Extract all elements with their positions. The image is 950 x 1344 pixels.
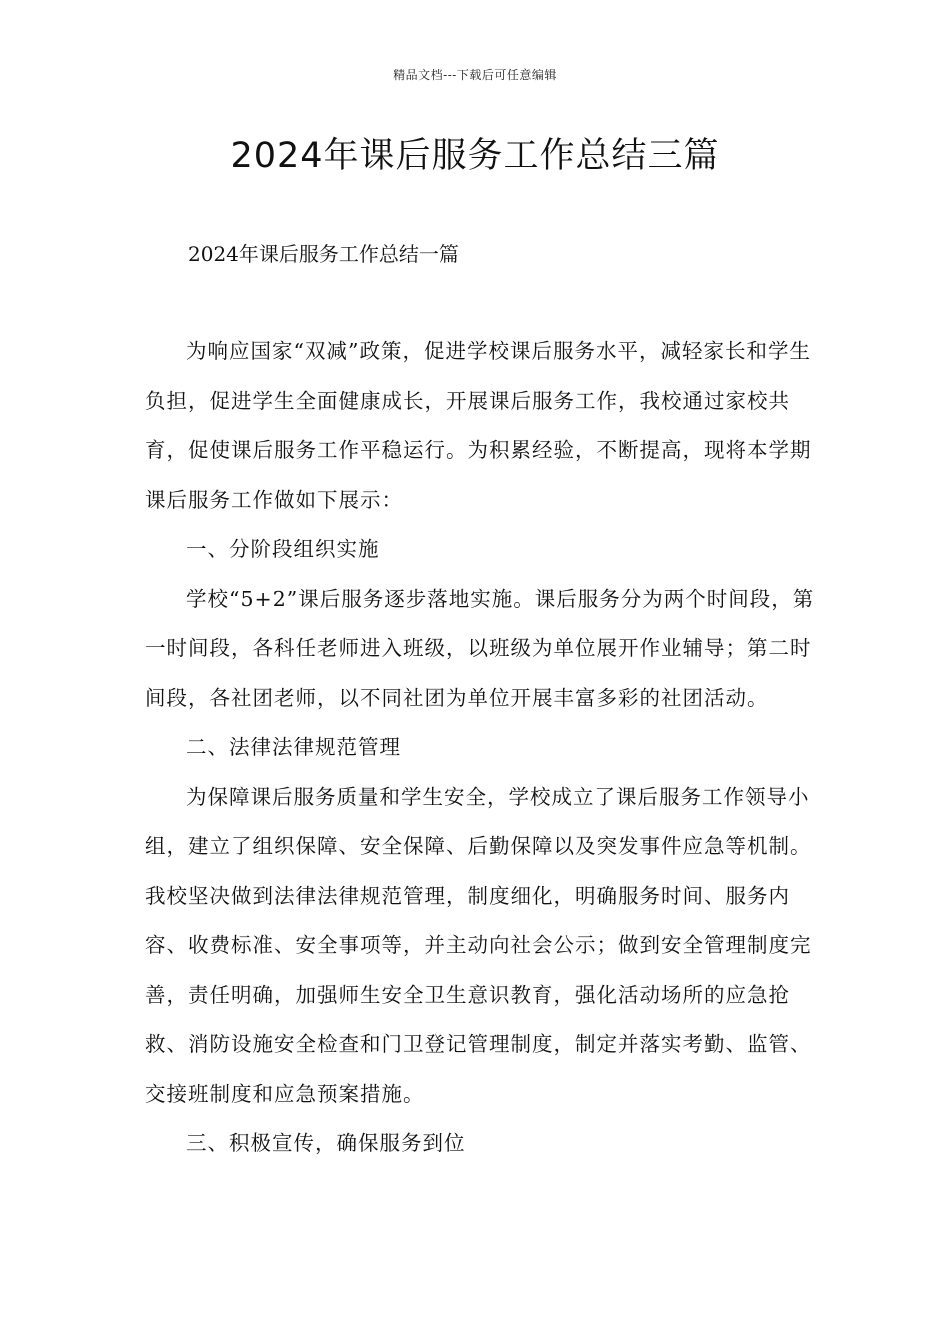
section-subtitle: 2024年课后服务工作总结一篇 [188,242,459,266]
document-body [145,327,827,1169]
header-note: 精品文档---下载后可任意编辑 [393,68,557,82]
section-heading-2: 二、法律法律规范管理 [186,735,401,759]
section-heading-3: 三、积极宣传，确保服务到位 [186,1131,466,1155]
paragraph-intro: 为响应国家“双减”政策，促进学校课后服务水平，减轻家长和学生负担，促进学生全面健康成长，开展课后服务工作，我校通过家校共育，促使课后服务工作平稳运行。为积累经验，不断提高，现将本学期课后服务工作做如下展示： [145,339,812,512]
paragraph-stages: 学校“5+2”课后服务逐步落地实施。课后服务分为两个时间段，第一时间段，各科任老师进入班级，以班级为单位展开作业辅导；第二时间段，各社团老师，以不同社团为单位开展丰富多彩的社团活动。 [145,586,815,710]
document-title: 2024年课后服务工作总结三篇 [230,136,720,176]
paragraph-management: 为保障课后服务质量和学生安全，学校成立了课后服务工作领导小组，建立了组织保障、安全保障、后勤保障以及突发事件应急等机制。我校坚决做到法律法律规范管理，制度细化，明确服务时间、服务内容、收费标准、安全事项等，并主动向社会公示；做到安全管理制度完善，责任明确，加强师生安全卫生意识教育，强化活动场所的应急抢救、消防设施安全检查和门卫登记管理制度，制定并落实考勤、监管、交接班制度和应急预案措施。 [145,784,812,1106]
section-heading-1: 一、分阶段组织实施 [186,537,380,561]
